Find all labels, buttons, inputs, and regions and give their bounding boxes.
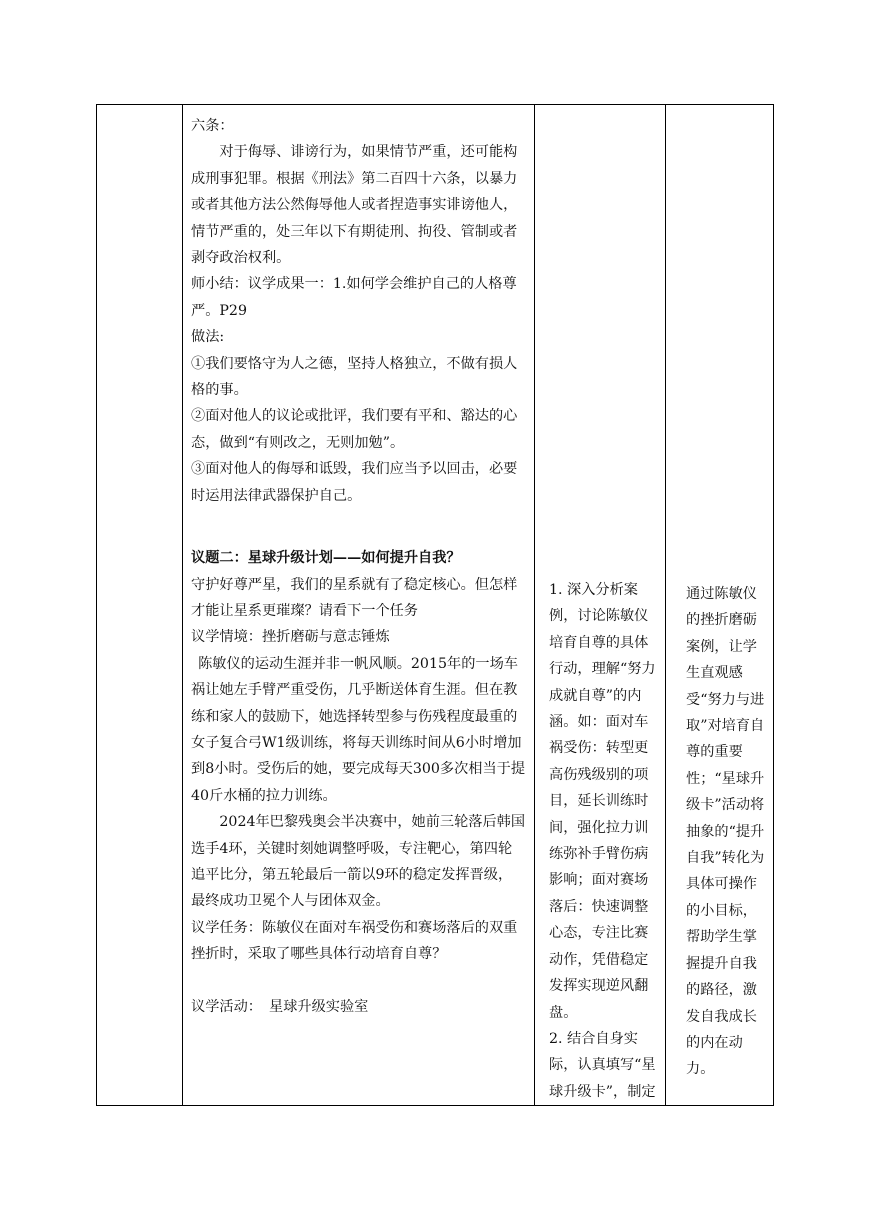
column-design-intent	[666, 105, 774, 1106]
column-empty	[97, 105, 183, 1106]
method-item-2: ②面对他人的议论或批评，我们要有平和、豁达的心态，做到“有则改之，无则加勉”。	[191, 408, 518, 451]
student-activity-text-2: 2. 结合自身实际，认真填写“星球升级卡”，制定	[549, 1030, 656, 1100]
activity-line: 议学活动： 星球升级实验室	[191, 998, 369, 1015]
student-activity-text: 1. 深入分析案例，讨论陈敏仪培育自尊的具体行动，理解“努力成就自尊”的内涵。如：面对车祸受伤：转型更高伤残级别的项目，延长训练时间，强化拉力训练弥补手臂伤病影响；面对赛场落后：快速调整心态，专注比赛动作，凭借稳定发挥实现逆风翻盘。	[549, 582, 656, 1021]
story-paragraph-1: 陈敏仪的运动生涯并非一帆风顺。2015年的一场车祸让她左手臂严重受伤，几乎断送体育生涯。但在教练和家人的鼓励下，她选择转型参与伤残程度最重的女子复合弓W1级训练，将每天训练时间从6小时增加到8小时。受伤后的她，要完成每天300多次相当于提40斤水桶的拉力训练。	[191, 655, 526, 804]
law-paragraph: 对于侮辱、诽谤行为，如果情节严重，还可能构成刑事犯罪。根据《刑法》第二百四十六条，以暴力或者其他方法公然侮辱他人或者捏造事实诽谤他人，情节严重的，处三年以下有期徒刑、拘役、管制或者剥夺政治权利。	[191, 144, 518, 267]
summary-line: 师小结：议学成果一：1.如何学会维护自己的人格尊严。P29	[191, 276, 517, 319]
method-item-3: ③面对他人的侮辱和诋毁，我们应当予以回击，必要时运用法律武器保护自己。	[191, 461, 518, 504]
task-line: 议学任务：陈敏仪在面对车祸受伤和赛场落后的双重挫折时，采取了哪些具体行动培育自尊？	[191, 919, 518, 963]
method-label: 做法:	[191, 329, 225, 346]
topic-intro: 守护好尊严星，我们的星系就有了稳定核心。但怎样才能让星系更璀璨？请看下一个任务	[191, 576, 518, 619]
lesson-plan-table	[96, 104, 774, 1106]
intro-tail: 六条：	[191, 118, 234, 134]
method-item-1: ①我们要恪守为人之德，坚持人格独立，不做有损人格的事。	[191, 355, 518, 399]
topic-title: 议题二：星球升级计划——如何提升自我？	[191, 550, 461, 567]
story-paragraph-2: 2024年巴黎残奥会半决赛中，她前三轮落后韩国选手4环，关键时刻她调整呼吸，专注靶心，第四轮追平比分，第五轮最后一箭以9环的稳定发挥晋级，最终成功卫冕个人与团体双金。	[191, 814, 526, 910]
column-student-activity	[535, 105, 666, 1106]
column-teaching-content	[183, 105, 535, 1106]
situation-label: 议学情境：挫折磨砺与意志锤炼	[191, 629, 390, 646]
design-intent-text: 通过陈敏仪的挫折磨砺案例，让学生直观感受“努力与进取”对培育自尊的重要性；“星球升级卡”活动将抽象的“提升自我”转化为具体可操作的小目标，帮助学生掌握提升自我的路径，激发自我成长的内在动力。	[686, 586, 765, 1078]
